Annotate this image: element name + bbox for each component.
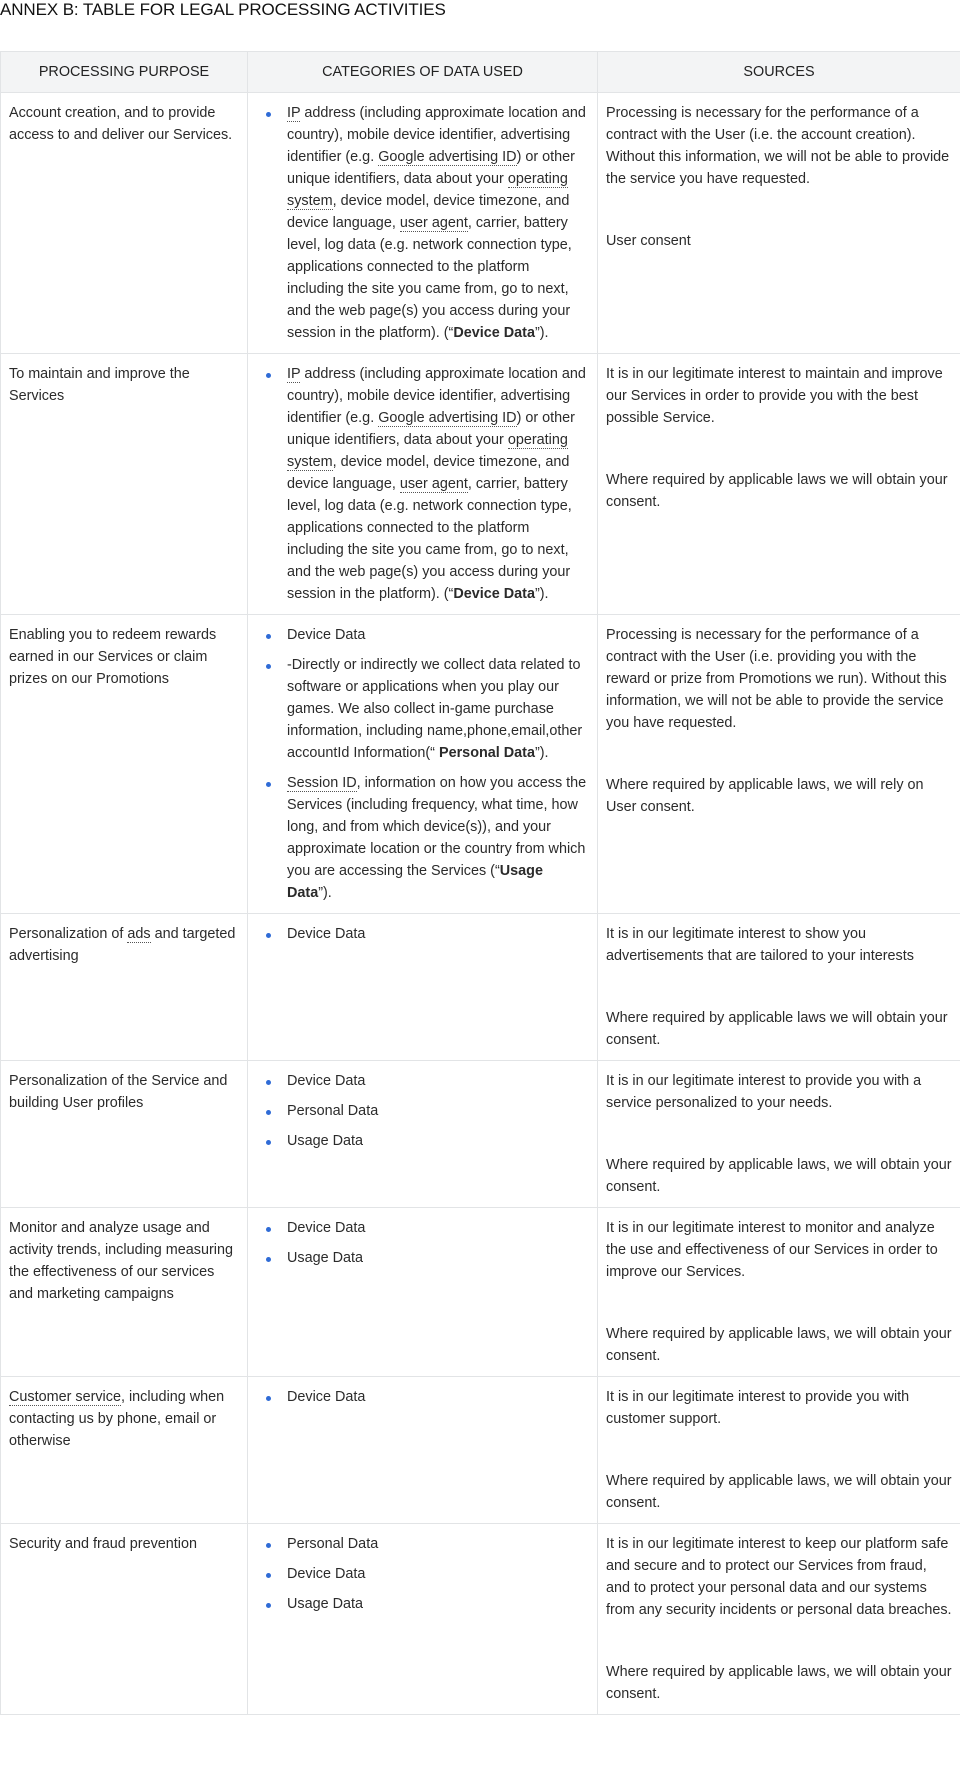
purpose-cell: Personalization of ads and targeted advertising [1, 914, 248, 1061]
bullet-icon [266, 373, 271, 378]
table-row [1, 354, 960, 615]
table-header-row [1, 52, 960, 93]
list-item: Device Data [256, 1217, 589, 1239]
bullet-icon [266, 782, 271, 787]
table-row [1, 1524, 960, 1715]
list-item: Device Data [256, 1070, 589, 1092]
list-item: -Directly or indirectly we collect data related to software or applications when you play our games. We also collect in-game purchase information, including name,phone,email,other accountId Information(“ Personal Data”). [256, 654, 589, 764]
source-text: It is in our legitimate interest to keep our platform safe and secure and to protect our Services from fraud, and to protect your personal data and our systems from any security incidents or personal data breaches. [606, 1536, 952, 1618]
categories-list [256, 624, 589, 904]
table-row [1, 1377, 960, 1524]
list-item: IP address (including approximate location and country), mobile device identifier, advertising identifier (e.g. Google advertising ID) or other unique identifiers, data about your operating system, device model, device timezone, and device language, user agent, carrier, battery level, log data (e.g. network connection type, applications connected to the platform including the site you came from, go to next, and the web page(s) you access during your session in the platform). (“Device Data”). [256, 102, 589, 344]
purpose-cell: Monitor and analyze usage and activity trends, including measuring the effectiveness of our services and marketing campaigns [1, 1208, 248, 1377]
abbreviation[interactable]: operating system [287, 171, 568, 209]
categories-list [256, 923, 589, 945]
list-item: Usage Data [256, 1130, 589, 1152]
bullet-icon [266, 1603, 271, 1608]
abbreviation[interactable]: Customer service [9, 1389, 121, 1405]
categories-cell [248, 354, 598, 615]
categories-cell [248, 914, 598, 1061]
bullet-icon [266, 112, 271, 117]
bullet-icon [266, 1573, 271, 1578]
table-row [1, 93, 960, 354]
abbreviation[interactable]: user agent [399, 215, 468, 231]
list-item: Device Data [256, 1563, 589, 1585]
purpose-cell: Personalization of the Service and building User profiles [1, 1061, 248, 1208]
categories-cell [248, 1208, 598, 1377]
abbreviation[interactable]: IP [287, 105, 301, 121]
bullet-icon [266, 1227, 271, 1232]
source-text: It is in our legitimate interest to provide you with customer support. [606, 1389, 910, 1427]
bullet-icon [266, 1140, 271, 1145]
source-text: Where required by applicable laws, we will obtain your consent. [606, 1157, 952, 1195]
abbreviation[interactable]: ads [127, 926, 151, 942]
source-text: Where required by applicable laws, we will obtain your consent. [606, 1664, 952, 1702]
header-sources: SOURCES [598, 52, 960, 93]
list-item: Personal Data [256, 1533, 589, 1555]
purpose-cell: Enabling you to redeem rewards earned in our Services or claim prizes on our Promotions [1, 615, 248, 914]
categories-list [256, 1217, 589, 1269]
categories-cell [248, 1377, 598, 1524]
sources-cell [598, 1377, 960, 1524]
abbreviation[interactable]: Session ID [287, 775, 357, 791]
bullet-icon [266, 634, 271, 639]
source-text: It is in our legitimate interest to maintain and improve our Services in order to provide you with the best possible Service. [606, 366, 943, 426]
list-item: Session ID, information on how you access the Services (including frequency, what time, how long, and from which device(s)), and your approximate location or the country from which you are accessing the Services (“Usage Data”). [256, 772, 589, 904]
table-row [1, 914, 960, 1061]
sources-cell [598, 354, 960, 615]
table-row [1, 1208, 960, 1377]
source-text: Where required by applicable laws, we will rely on User consent. [606, 777, 924, 815]
list-item: Device Data [256, 1386, 589, 1408]
bullet-icon [266, 1080, 271, 1085]
source-text: Processing is necessary for the performance of a contract with the User (i.e. the account creation). Without this information, we will not be able to provide the service you have requested. [606, 105, 950, 187]
list-item: Personal Data [256, 1100, 589, 1122]
list-item: Device Data [256, 624, 589, 646]
sources-cell [598, 1061, 960, 1208]
list-item: Device Data [256, 923, 589, 945]
categories-cell [248, 615, 598, 914]
source-text: It is in our legitimate interest to monitor and analyze the use and effectiveness of our Services in order to improve our Services. [606, 1220, 938, 1280]
abbreviation[interactable]: Google advertising ID [378, 410, 517, 426]
abbreviation[interactable]: operating system [287, 432, 568, 470]
page-title: ANNEX B: TABLE FOR LEGAL PROCESSING ACTIVITIES [0, 0, 446, 19]
bullet-icon [266, 1110, 271, 1115]
source-text: It is in our legitimate interest to provide you with a service personalized to your needs. [606, 1073, 922, 1111]
source-text: Where required by applicable laws, we will obtain your consent. [606, 1326, 952, 1364]
bullet-icon [266, 664, 271, 669]
list-item: IP address (including approximate location and country), mobile device identifier, advertising identifier (e.g. Google advertising ID) or other unique identifiers, data about your operating system, device model, device timezone, and device language, user agent, carrier, battery level, log data (e.g. network connection type, applications connected to the platform including the site you came from, go to next, and the web page(s) you access during your session in the platform). (“Device Data”). [256, 363, 589, 605]
header-processing-purpose: PROCESSING PURPOSE [1, 52, 248, 93]
abbreviation[interactable]: Google advertising ID [378, 149, 517, 165]
purpose-cell: Account creation, and to provide access to and deliver our Services. [1, 93, 248, 354]
source-text: Processing is necessary for the performance of a contract with the User (i.e. providing you with the reward or prize from Promotions we run). Without this information, we will not be able to provide the service you have requested. [606, 627, 947, 731]
sources-cell [598, 1524, 960, 1715]
purpose-cell: To maintain and improve the Services [1, 354, 248, 615]
sources-cell [598, 615, 960, 914]
sources-cell [598, 1208, 960, 1377]
sources-cell [598, 93, 960, 354]
source-text: Where required by applicable laws, we will obtain your consent. [606, 1473, 952, 1511]
sources-cell [598, 914, 960, 1061]
categories-list [256, 1386, 589, 1408]
source-text: User consent [606, 233, 691, 249]
table-row [1, 1061, 960, 1208]
categories-cell [248, 1061, 598, 1208]
bullet-icon [266, 1257, 271, 1262]
purpose-cell: Security and fraud prevention [1, 1524, 248, 1715]
categories-list [256, 1533, 589, 1615]
list-item: Usage Data [256, 1593, 589, 1615]
bullet-icon [266, 1396, 271, 1401]
legal-processing-table [0, 51, 960, 1715]
categories-cell [248, 1524, 598, 1715]
categories-list [256, 363, 589, 605]
abbreviation[interactable]: user agent [399, 476, 468, 492]
categories-list [256, 1070, 589, 1152]
categories-cell [248, 93, 598, 354]
source-text: Where required by applicable laws we will obtain your consent. [606, 1010, 948, 1048]
purpose-cell: Customer service, including when contacting us by phone, email or otherwise [1, 1377, 248, 1524]
source-text: Where required by applicable laws we will obtain your consent. [606, 472, 948, 510]
bullet-icon [266, 1543, 271, 1548]
header-categories: CATEGORIES OF DATA USED [248, 52, 598, 93]
list-item: Usage Data [256, 1247, 589, 1269]
categories-list [256, 102, 589, 344]
table-row [1, 615, 960, 914]
abbreviation[interactable]: IP [287, 366, 301, 382]
source-text: It is in our legitimate interest to show you advertisements that are tailored to your interests [606, 926, 914, 964]
bullet-icon [266, 933, 271, 938]
